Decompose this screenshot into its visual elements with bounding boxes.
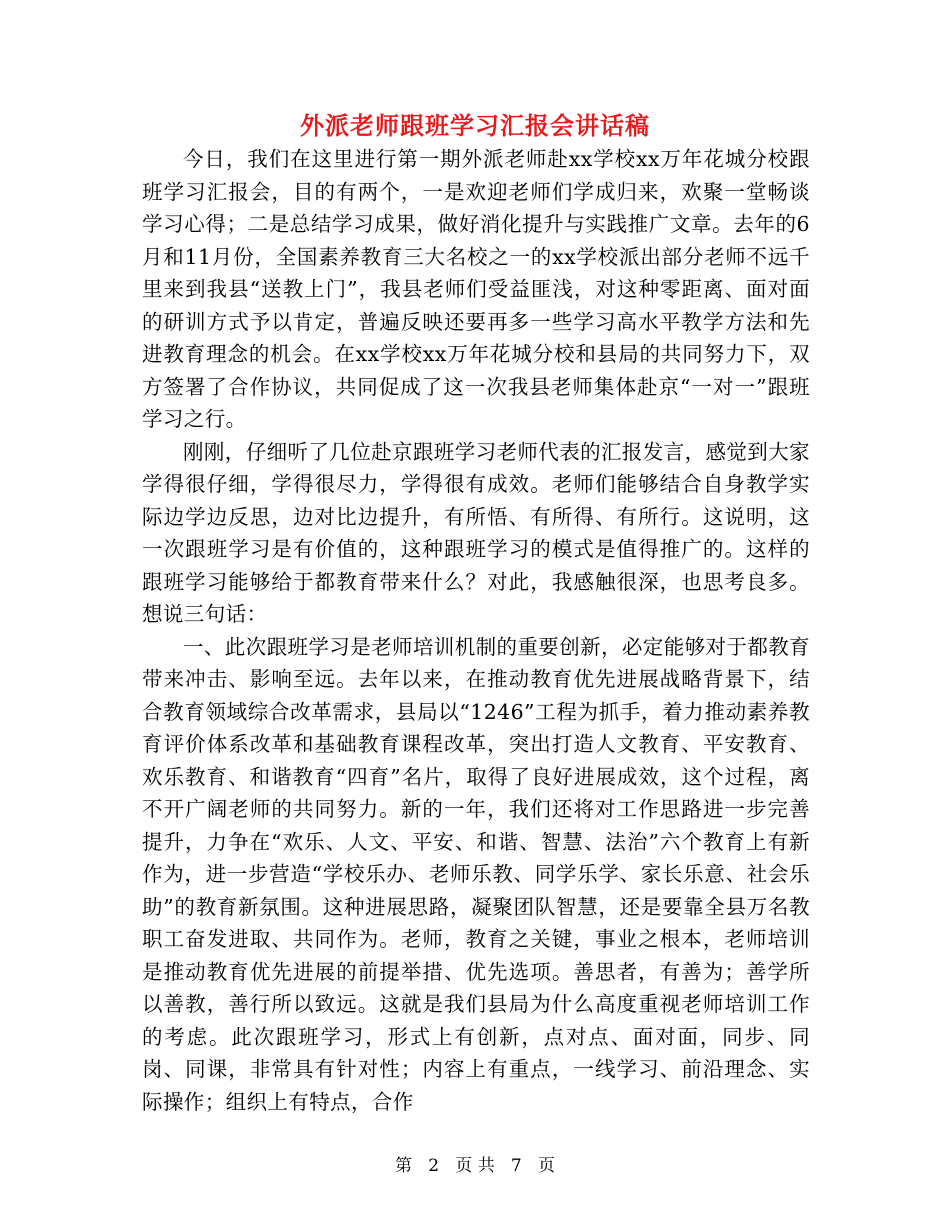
footer-total-pages: 7	[510, 1156, 522, 1176]
paragraph-3: 一、此次跟班学习是老师培训机制的重要创新，必定能够对于都教育带来冲击、影响至远。去年以来，在推动教育优先进展战略背景下，结合教育领域综合改革需求，县局以“1246”工程为抓手，着力推动素养教育评价体系改革和基础教育课程改革，突出打造人文教育、平安教育、欢乐教育、和谐教育“四育”名片，取得了良好进展成效，这个过程，离不开广阔老师的共同努力。新的一年，我们还将对工作思路进一步完善提升，力争在“欢乐、人文、平安、和谐、智慧、法治”六个教育上有新作为，进一步营造“学校乐办、老师乐教、同学乐学、家长乐意、社会乐助”的教育新氛围。这种进展思路，凝聚团队智慧，还是要靠全县万名教职工奋发进取、共同作为。老师，教育之关键，事业之根本，老师培训是推动教育优先进展的前提举措、优先选项。善思者，有善为；善学所以善教，善行所以致远。这就是我们县局为什么高度重视老师培训工作的考虑。此次跟班学习，形式上有创新，点对点、面对面，同步、同岗、同课，非常具有针对性；内容上有重点，一线学习、前沿理念、实际操作；组织上有特点，合作	[142, 634, 810, 1114]
document-body	[142, 143, 810, 1118]
paragraph-2: 刚刚，仔细听了几位赴京跟班学习老师代表的汇报发言，感觉到大家学得很仔细，学得很尽力，学得很有成效。老师们能够结合自身教学实际边学边反思，边对比边提升，有所悟、有所得、有所行。这说明，这一次跟班学习是有价值的，这种跟班学习的模式是值得推广的。这样的跟班学习能够给于都教育带来什么？对此，我感触很深，也思考良多。想说三句话：	[142, 439, 810, 626]
paragraph-1: 今日，我们在这里进行第一期外派老师赴xx学校xx万年花城分校跟班学习汇报会，目的有两个，一是欢迎老师们学成归来，欢聚一堂畅谈学习心得；二是总结学习成果，做好消化提升与实践推广文章。去年的6月和11月份，全国素养教育三大名校之一的xx学校派出部分老师不远千里来到我县“送教上门”，我县老师们受益匪浅，对这种零距离、面对面的研训方式予以肯定，普遍反映还要再多一些学习高水平教学方法和先进教育理念的机会。在xx学校xx万年花城分校和县局的共同努力下，双方签署了合作协议，共同促成了这一次我县老师集体赴京“一对一”跟班学习之行。	[142, 147, 810, 431]
footer-suffix: 页	[537, 1156, 555, 1176]
footer-page-number: 2	[428, 1156, 440, 1176]
footer-middle: 页 共	[455, 1156, 495, 1176]
footer-prefix: 第	[395, 1156, 413, 1176]
document-title: 外派老师跟班学习汇报会讲话稿	[300, 111, 650, 140]
page-footer	[0, 1154, 950, 1178]
